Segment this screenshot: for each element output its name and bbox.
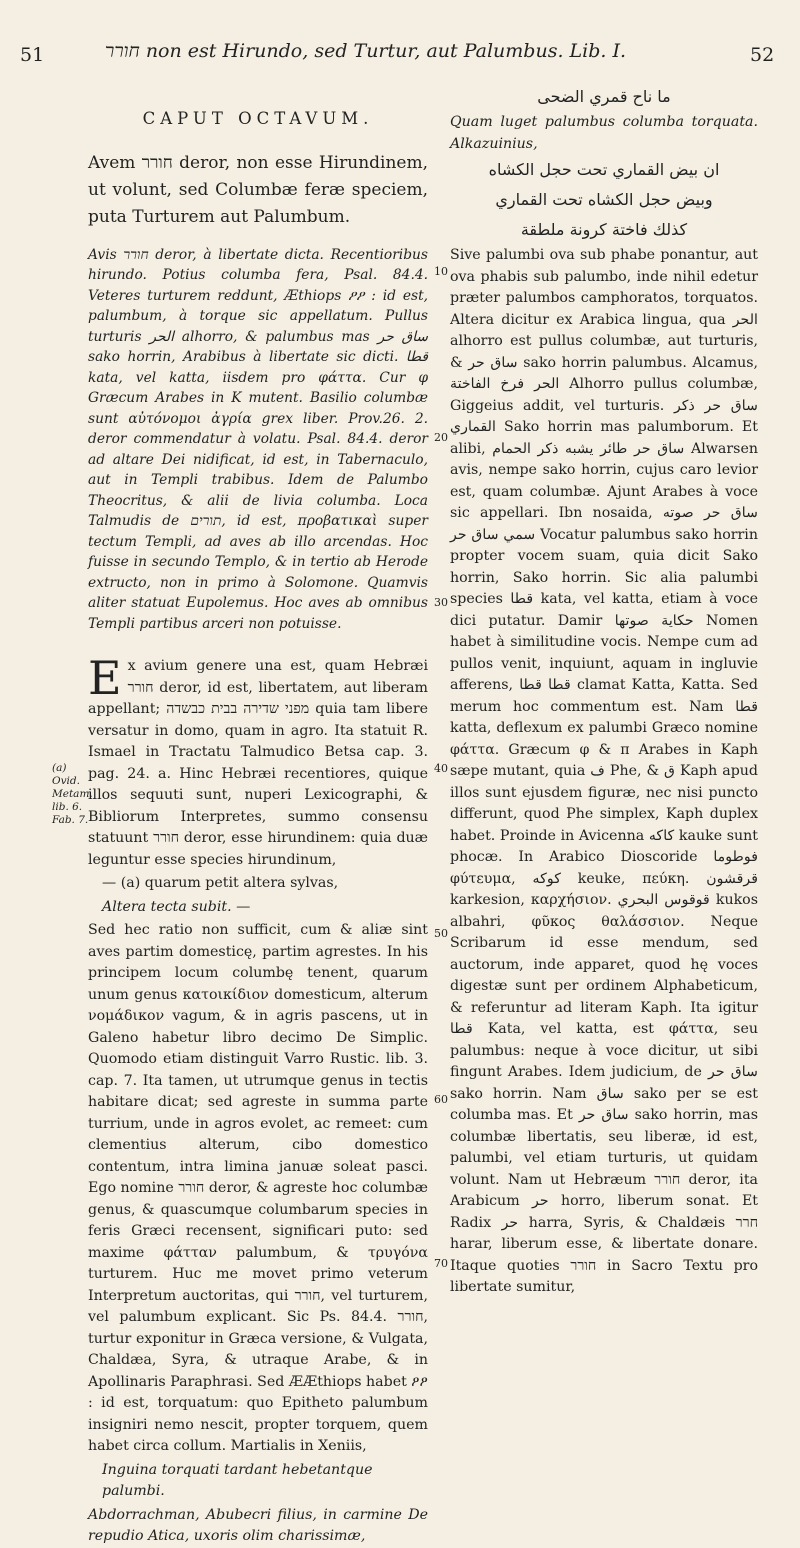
- margin-note: (a) Ovid. Metam. lib. 6. Fab. 7.: [52, 762, 93, 826]
- body-paragraph-1: [88, 651, 429, 871]
- arabic-verse-1: ما ناح قمري الضحى: [537, 87, 671, 106]
- chapter-summary: Avem חורר deror, non esse Hirundinem, ut volunt, sed Columbæ feræ speciem, puta Turturem aut Palumbum.: [88, 152, 428, 227]
- body-paragraph-1-text: x avium genere una est, quam Hebræi חורר deror, id est, libertatem, aut liberam appellant; מפני שדירה בבית כבשדה quia tam libere versatur in domo, quam in agro. Ita statuit R. Ismael in Tractatu Talmudico Betsa cap. 3. pag. 24. a. Hinc Hebræi recentiores, quique illos sequuti sunt, nuperi Lexicographi, & Bibliorum Interpretes, summo consensu statuunt חורר deror, esse hirundinem: quia duæ leguntur esse species hirundinum,: [88, 658, 429, 868]
- running-title: חורר non est Hirundo, sed Turtur, aut Palumbus. Lib. I.: [105, 40, 626, 62]
- arabic-verse-4: كذلك فاختة كرونة ملطقة: [520, 220, 688, 239]
- arabic-verse-3: وبيض حجل الكشاه تحت القماري: [495, 190, 713, 209]
- line-number: 50: [434, 927, 448, 940]
- running-header: [0, 40, 800, 80]
- body-paragraph-2: Sed hec ratio non sufficit, cum & aliæ sint aves partim domesticę, partim agrestes. In his principem locum columbę tenent, quarum unum genus κατοικίδιον domesticum, alterum νομάδικον vagum, & in agris pascens, ut in Galeno habetur libro decimo De Simplic. Quomodo etiam distinguit Varro Rustic. lib. 3. cap. 7. Ita tamen, ut utrumque genus in tectis habitare dicat; sed agreste in summa parte turrium, unde in agros evolet, ac remeet: cum clementius alterum, cibo domestico contentum, intra limina januæ soleat pasci. Ego nomine חורר deror, & agreste hoc columbæ genus, & quascumque columbarum species in feris Græci recensent, significari puto: sed maxime φάτταν palumbum, & τρυγόνα turturem. Huc me movet primo veterum Interpretum auctoritas, qui חורר, vel turturem, vel palumbum explicant. Sic Ps. 84.4. חורר, turtur exponitur in Græca versione, & Vulgata, Chaldæa, Syra, & utraque Arabe, & in Apollinaris Paraphrasi. Sed ÆÆthiops habet ዖዖ : id est, torquatum: quo Epitheto palumbum insigniri nemo nescit, propter torquem, quem habet circa collum. Martialis in Xeniis,: [88, 922, 429, 1454]
- right-column: [450, 82, 758, 1299]
- page-number-right: 52: [750, 44, 775, 66]
- page-number-left: 51: [20, 44, 45, 66]
- line-number-gutter: [432, 0, 450, 1422]
- line-number: 60: [434, 1093, 448, 1106]
- verse-line-2: Altera tecta subit. —: [102, 898, 251, 915]
- line-number: 40: [434, 762, 448, 775]
- line-number: 70: [434, 1257, 448, 1270]
- line-number: 20: [434, 431, 448, 444]
- arabic-verse-2: ان بيض القماري تحت حجل الكشاه: [488, 160, 720, 179]
- translation-line: Quam luget palumbus columba torquata. Alkazuinius,: [450, 114, 758, 152]
- verse-line-3: Inguina torquati tardant hebetantque palumbi.: [102, 1461, 373, 1499]
- drop-cap: E: [88, 651, 122, 705]
- body-paragraph-right: Sive palumbi ova sub phabe ponantur, aut ova phabis sub palumbo, inde nihil edetur præter palumbos camphoratos, torquatos. Altera dicitur ex Arabica lingua, qua الحر alhorro est pullus columbæ, aut turturis, & ساق حر sako horrin palumbus. Alcamus, الحر فرخ الفاختة Alhorro pullus columbæ, Giggeius addit, vel turturis. ساق حر ذكر القماري Sako horrin mas palumborum. Et alibi, ساق حر طائر يشبه ذكر الحمام Alwarsen avis, nempe sako horrin, cujus caro levior est, quam columbæ. Ajunt Arabes à voce sic appellari. Ibn nosaida, ساق حر صوته سمي ساق حر Vocatur palumbus sako horrin propter vocem suam, quia dicit Sako horrin, Sako horrin. Sic alia palumbi species قطا kata, vel katta, etiam à voce dici putatur. Damir حكاية صوتها Nomen habet à similitudine vocis. Nempe cum ad pullos venit, inquiunt, aquam in ingluvie afferens, قطا قطا clamat Katta, Katta. Sed merum hoc commentum est. Nam قطا katta, deflexum ex palumbi Græco nomine φάττα. Græcum φ & π Arabes in Kaph sæpe mutant, quia ف Phe, & ق Kaph apud illos sunt ejusdem figuræ, nec nisi puncto differunt, quod Phe simplex, Kaph duplex habet. Proinde in Avicenna كاكه kauke sunt phocæ. In Arabico Dioscoride فوطوما φύτευμα, كوكه keuke, πεύκη. قرقشون karkesion, καρχήσιον. قوقوس البحري kukos albahri, φῦκος θαλάσσιον. Neque Scribarum id esse mendum, sed auctorum, inde apparet, quod hę voces digestæ sunt per ordinem Alphabeticum, & referuntur ad literam Kaph. Ita igitur قطا Kata, vel katta, est φάττα, seu palumbus: neque à voce dicitur, ut sibi fingunt Arabes. Idem judicium, de ساق حر sako horrin. Nam ساق sako per se est columba mas. Et ساق حر sako horrin, mas columbæ libertatis, seu liberæ, id est, palumbi, vel etiam turturis, ut quidam volunt. Nam ut Hebræum חורר deror, ita Arabicum حر horro, liberum sonat. Et Radix حر harra, Syris, & Chaldæis חרר harar, liberum esse, & libertate donare. Itaque quoties חורר in Sacro Textu pro libertate sumitur,: [450, 247, 759, 1295]
- chapter-heading: CAPUT OCTAVUM.: [142, 109, 374, 128]
- chapter-argument: Avis חורר deror, à libertate dicta. Recentioribus hirundo. Potius columba fera, Psal. 84.4. Veteres turturem reddunt, Æthiops ዖዖ : id est, palumbum, à torque sic appellatum. Pullus turturis الحر alhorro, & palumbus mas ساق حر sako horrin, Arabibus à libertate sic dicti. قطا kata, vel katta, iisdem pro φάττα. Cur φ Græcum Arabes in K mutent. Basilio columbæ sunt αὐτόνομοι ἀγρία grex liber. Prov.26. 2. deror commendatur à volatu. Psal. 84.4. deror ad altare Dei nidificat, id est, in Tabernaculo, aut in Templi trabibus. Idem de Palumbo Theocritus, & alii de livia columba. Loca Talmudis de תורים, id est, προβατικαὶ super tectum Templi, ad aves ab illo arcendas. Hoc fuisse in secundo Templo, & in tertio ab Herode extructo, non in primo à Solomone. Quamvis aliter statuat Eupolemus. Hoc aves ab omnibus Templi partibus arceri non potuisse.: [88, 246, 428, 632]
- verse-line-1: — (a) quarum petit altera sylvas,: [102, 875, 339, 891]
- left-column: [88, 100, 428, 1548]
- line-number: 30: [434, 596, 448, 609]
- body-paragraph-3: Abdorrachman, Abubecri filius, in carmine De repudio Atica, uxoris olim charissimæ,: [88, 1506, 428, 1544]
- line-number: 10: [434, 265, 448, 278]
